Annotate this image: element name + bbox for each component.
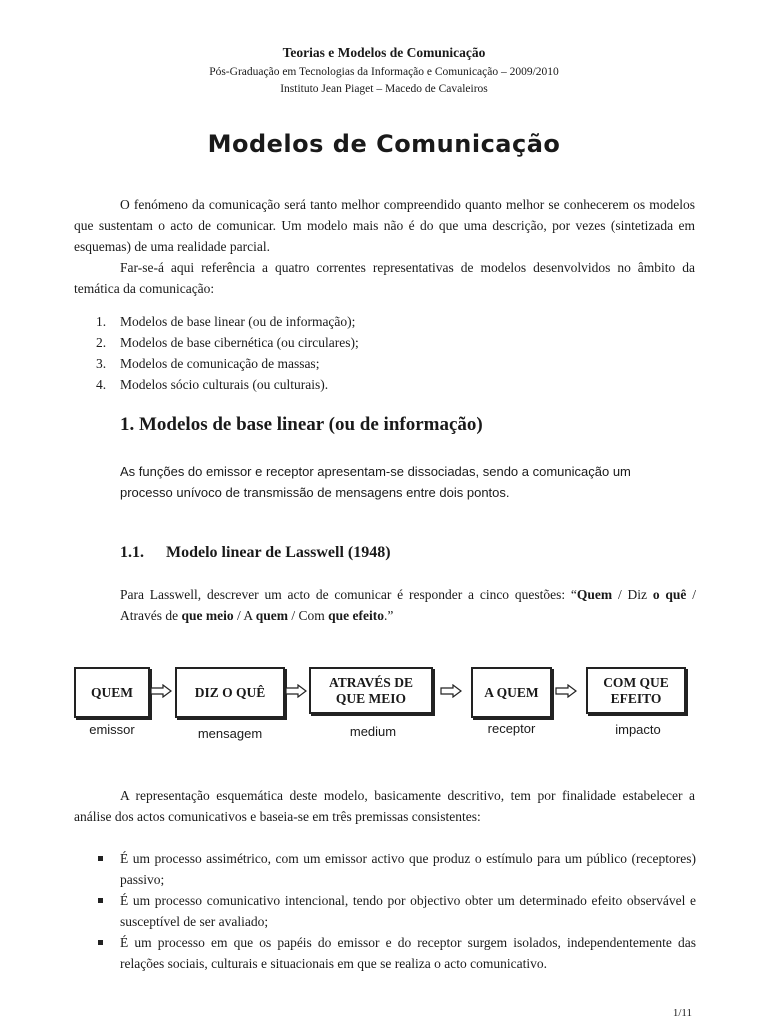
list-item (74, 848, 696, 890)
text-run: / Com (288, 608, 329, 623)
model-description-text: A representação esquemática deste modelo, basicamente descritivo, tem por finalidade estabelecer a análise dos actos comunicativos e baseia-se em três premissas consistentes: (74, 788, 695, 824)
text-run: / Diz (612, 587, 653, 602)
question-who: Quem (576, 587, 613, 602)
list-item-text: Modelos de base linear (ou de informação); (120, 314, 356, 329)
section-title: Modelo linear de Lasswell (1948) (166, 544, 391, 561)
list-item (74, 332, 359, 353)
bullet-square-icon (98, 898, 103, 903)
diagram-caption-impact: impacto (615, 722, 661, 737)
list-item (74, 374, 359, 395)
page-title: Modelos de Comunicação (207, 130, 561, 158)
question-channel: que meio (181, 608, 234, 623)
list-item-text: É um processo comunicativo intencional, tendo por objectivo obter um determinado efeito observável e susceptível de ser avaliado; (120, 893, 696, 929)
diagram-caption-emitter: emissor (89, 722, 135, 737)
diagram-box-what: DIZ O QUÊ (175, 667, 285, 718)
text-run: .” (384, 608, 394, 623)
list-item (74, 932, 696, 974)
hollow-right-arrow-icon (285, 684, 307, 698)
list-item (74, 311, 359, 332)
bullet-square-icon (98, 940, 103, 945)
diagram-box-who: QUEM (74, 667, 150, 718)
bullet-square-icon (98, 856, 103, 861)
hollow-right-arrow-icon (150, 684, 172, 698)
diagram-caption-message: mensagem (197, 726, 263, 741)
diagram-caption-receiver: receptor (487, 721, 536, 736)
diagram-box-effect: COM QUE EFEITO (586, 667, 686, 714)
list-item-number: 1. (96, 314, 107, 329)
text-run: Para Lasswell, descrever um acto de comunicar é responder a cinco questões: “ (120, 587, 577, 602)
list-item-text: Modelos sócio culturais (ou culturais). (120, 377, 329, 392)
section-1-heading: 1. Modelos de base linear (ou de informação) (120, 414, 483, 435)
hollow-right-arrow-icon (555, 684, 577, 698)
document-header-institute: Instituto Jean Piaget – Macedo de Cavaleiros (280, 83, 488, 95)
diagram-box-channel: ATRAVÉS DE QUE MEIO (309, 667, 433, 714)
list-item-text: Modelos de base cibernética (ou circulares); (120, 335, 359, 350)
list-item (74, 890, 696, 932)
premises-list (74, 848, 696, 974)
list-item-number: 2. (96, 335, 107, 350)
text-run: / A (233, 608, 256, 623)
section-1-text: As funções do emissor e receptor apresentam-se dissociadas, sendo a comunicação um processo unívoco de transmissão de mensagens entre dois pontos. (120, 464, 631, 500)
list-item-number: 3. (96, 356, 107, 371)
list-item-text: É um processo em que os papéis do emissor e do receptor surgem isolados, independentemente das relações sociais, culturais e situacionais em que se realiza o acto comunicativo. (120, 935, 696, 971)
section-1-1-heading (120, 544, 391, 562)
topics-list (74, 311, 359, 395)
hollow-right-arrow-icon (440, 684, 462, 698)
list-item-text: Modelos de comunicação de massas; (120, 356, 320, 371)
question-whom: quem (255, 608, 289, 623)
diagram-caption-medium: medium (349, 724, 397, 739)
text-run: / Através de (120, 587, 696, 623)
section-number: 1.1. (120, 544, 144, 561)
intro-paragraph-2: Far-se-á aqui referência a quatro correntes representativas de modelos desenvolvidos no âmbito da temática da comunicação: (74, 260, 695, 296)
intro-paragraph-1: O fenómeno da comunicação será tanto melhor compreendido quanto melhor se conhecerem os modelos que sustentam o acto de comunicar. Um modelo mais não é do que uma descrição, por vezes (sintetizada em esquemas) de uma realidade parcial. (74, 197, 695, 254)
page-number: 1/11 (672, 1007, 692, 1019)
question-effect: que efeito (328, 608, 385, 623)
lasswell-model-diagram (0, 660, 768, 750)
document-header-program: Pós-Graduação em Tecnologias da Informação e Comunicação – 2009/2010 (209, 66, 559, 78)
list-item-number: 4. (96, 377, 107, 392)
list-item (74, 353, 359, 374)
question-what: o quê (652, 587, 687, 602)
lasswell-questions-text (120, 584, 696, 626)
list-item-text: É um processo assimétrico, com um emissor activo que produz o estímulo para um público (receptores) passivo; (120, 851, 696, 887)
document-header-course: Teorias e Modelos de Comunicação (282, 45, 486, 60)
diagram-box-whom: A QUEM (471, 667, 552, 718)
